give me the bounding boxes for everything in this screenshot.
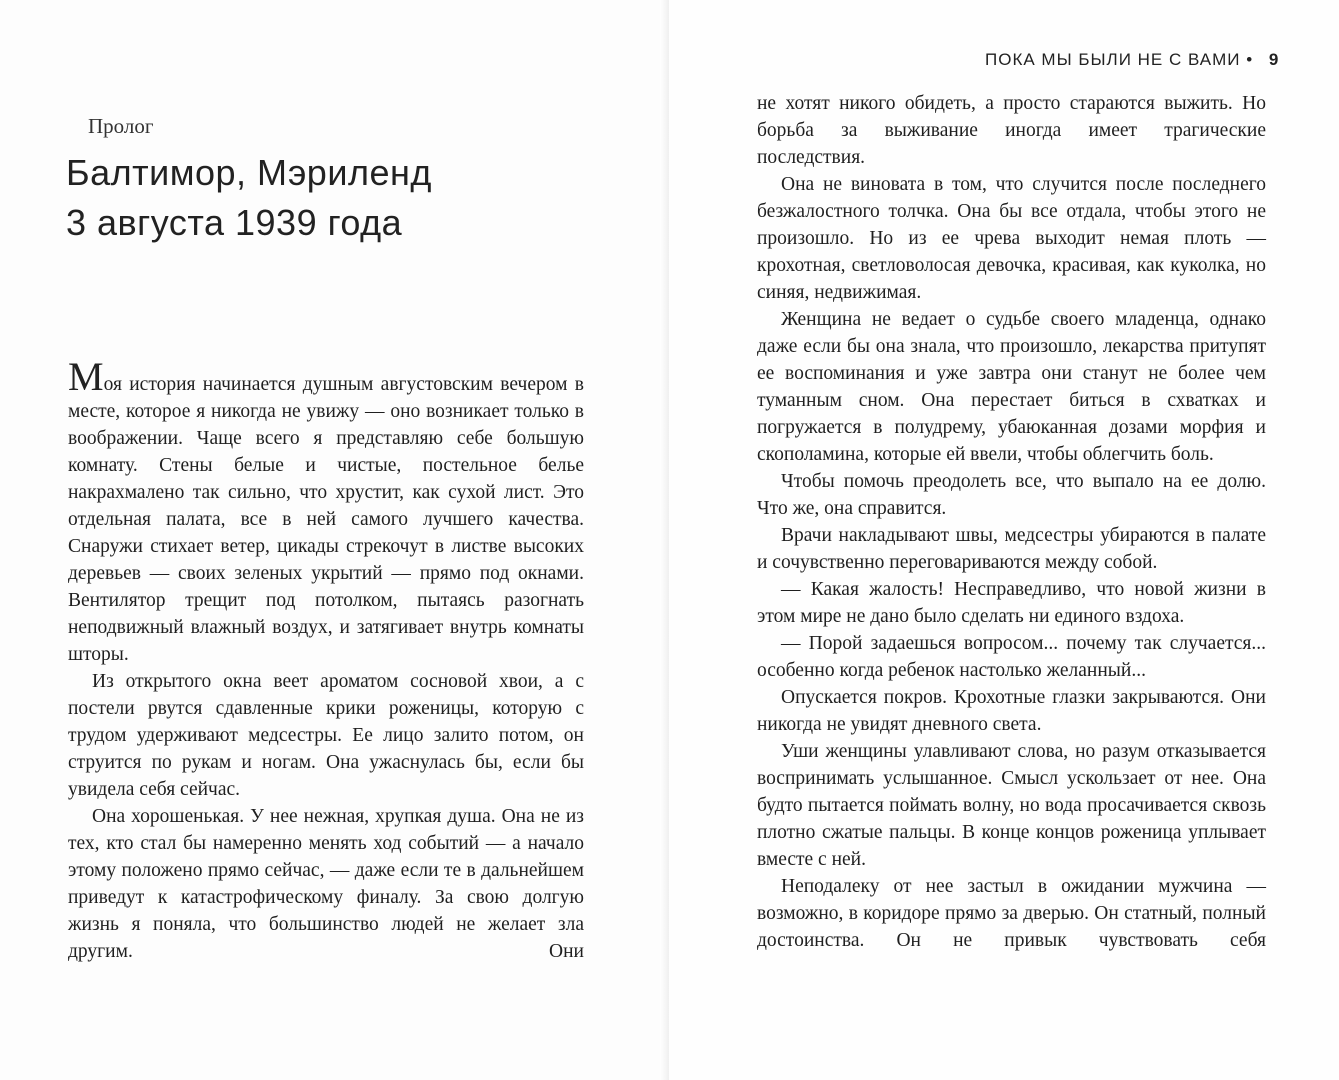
paragraph: Из открытого окна веет ароматом сосновой хвои, а с постели рвутся сдавленные крики роженицы, которую с трудом удерживают медсестры. Ее лицо залито потом, он струится по рукам и ногам. Она ужаснулась бы, если бы увидела себя сейчас.: [68, 671, 584, 800]
left-body-text: [68, 354, 584, 965]
page-number: 9: [1268, 50, 1280, 69]
paragraph: Опускается покров. Крохотные глазки закрываются. Они никогда не увидят дневного света.: [757, 687, 1266, 735]
paragraph: — Какая жалость! Несправедливо, что новой жизни в этом мире не дано было сделать ни единого вздоха.: [757, 579, 1266, 627]
right-body-text: [757, 90, 1266, 954]
paragraph: Она хорошенькая. У нее нежная, хрупкая душа. Она не из тех, кто стал бы намеренно менять ход событий — а начало этому положено прямо сейчас, — даже если те в дальнейшем приведут к катастрофическому финалу. За свою долгую жизнь я поняла, что большинство людей не желает зла другим. Они: [68, 806, 584, 962]
running-head: [985, 50, 1279, 70]
chapter-label: Пролог: [88, 114, 154, 138]
paragraph: не хотят никого обидеть, а просто стараются выжить. Но борьба за выживание иногда имеет трагические последствия.: [757, 93, 1266, 168]
chapter-title: [66, 148, 432, 248]
chapter-title-line-2: 3 августа 1939 года: [66, 202, 403, 243]
paragraph: Она не виновата в том, что случится после последнего безжалостного толчка. Она бы все отдала, чтобы этого не произошло. Но из ее чрева выходит немая плоть — крохотная, светловолосая девочка, красивая, как куколка, но синяя, недвижимая.: [757, 174, 1266, 303]
drop-cap: М: [68, 354, 104, 399]
running-title: ПОКА МЫ БЫЛИ НЕ С ВАМИ: [985, 50, 1241, 69]
paragraph-text: оя история начинается душным августовским вечером в месте, которое я никогда не увижу — оно возникает только в воображении. Чаще всего я представляю себе большую комнату. Стены белые и чистые, постельное белье накрахмалено так сильно, что хрустит, как сухой лист. Это отдельная палата, все в ней самого лучшего качества. Снаружи стихает ветер, цикады стрекочут в листве высоких деревьев — своих зеленых укрытий — прямо под окнами. Вентилятор трещит под потолком, пытаясь разогнать неподвижный влажный воздух, и затягивает внутрь комнаты шторы.: [68, 374, 584, 665]
paragraph: — Порой задаешься вопросом... почему так случается... особенно когда ребенок настолько желанный...: [757, 633, 1266, 681]
left-page: [0, 0, 669, 1080]
paragraph: Чтобы помочь преодолеть все, что выпало на ее долю. Что же, она справится.: [757, 471, 1266, 519]
paragraph: Женщина не ведает о судьбе своего младенца, однако даже если бы она знала, что произошло, лекарства притупят ее воспоминания и уже завтра они станут не более чем туманным сном. Она перестает биться в схватках и погружается в полудрему, убаюканная дозами морфия и скополамина, которые ей ввели, чтобы облегчить боль.: [757, 309, 1266, 465]
paragraph: Уши женщины улавливают слова, но разум отказывается воспринимать услышанное. Смысл ускользает от нее. Она будто пытается поймать волну, но вода просачивается сквозь плотно сжатые пальцы. В конце концов роженица уплывает вместе с ней.: [757, 741, 1266, 870]
paragraph: Врачи накладывают швы, медсестры убираются в палате и сочувственно переговариваются между собой.: [757, 525, 1266, 573]
header-separator: •: [1246, 50, 1254, 69]
chapter-title-line-1: Балтимор, Мэриленд: [66, 152, 432, 193]
paragraph: Неподалеку от нее застыл в ожидании мужчина — возможно, в коридоре прямо за дверью. Он статный, полный достоинства. Он не привык чувствовать себя: [757, 876, 1266, 951]
paragraph: [68, 354, 584, 668]
